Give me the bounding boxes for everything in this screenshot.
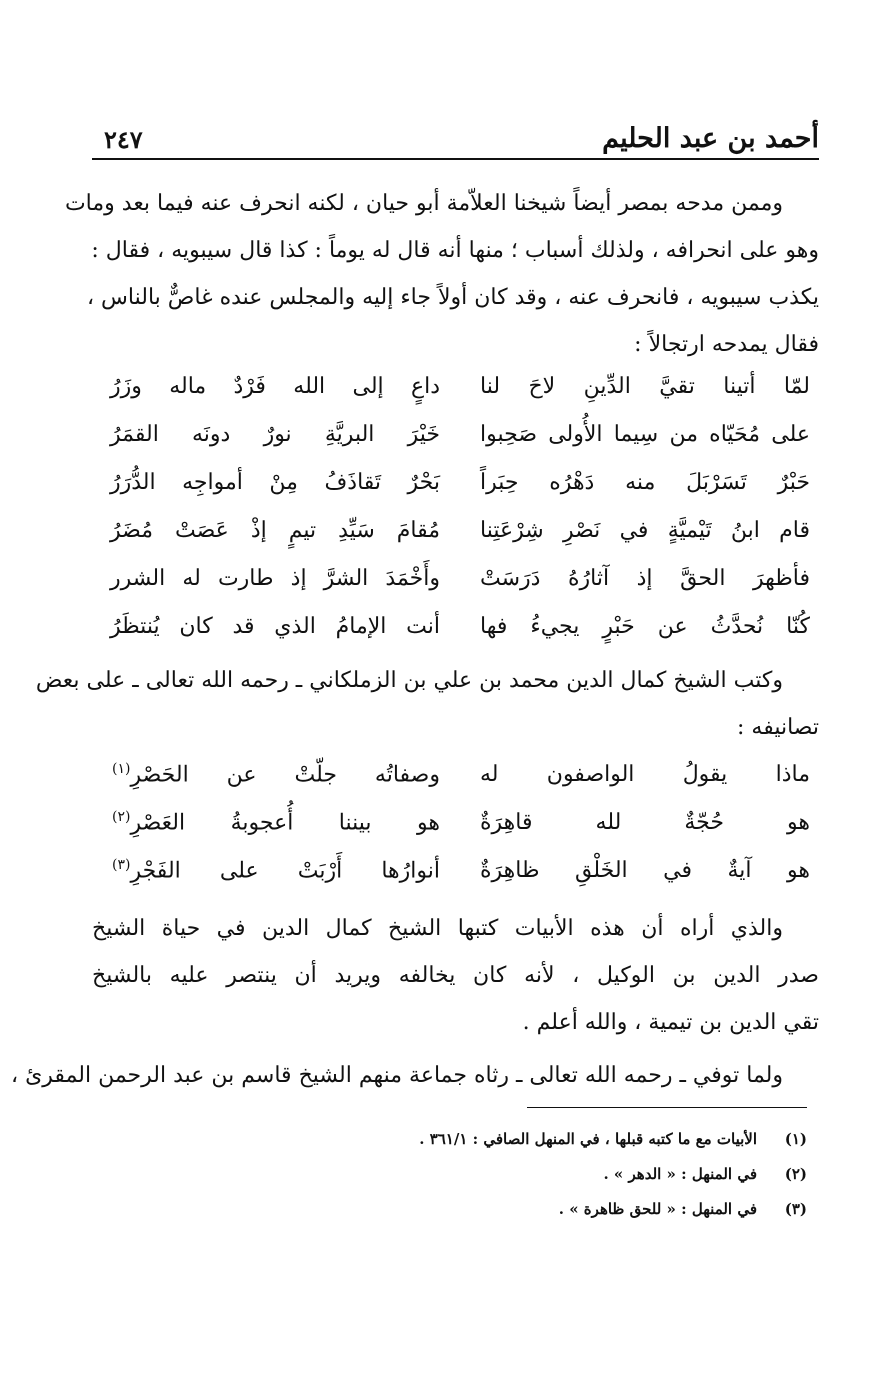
footnote-number: (١)	[784, 1130, 807, 1148]
verse-first-hemistich: فأظهرَ الحقَّ إذ آثارُهُ دَرَسَتْ	[480, 565, 810, 591]
verse-second-hemistich: خَيْرَ البريَّةِ نورٌ دونَه القمَرُ	[110, 421, 440, 447]
verse	[110, 458, 810, 506]
footnote-text: في المنهل : « للحق ظاهرة » .	[558, 1200, 757, 1218]
text-line: ولما توفي ـ رحمه الله تعالى ـ رثاه جماعة منهم الشيخ قاسم بن عبد الرحمن المقرئ ،	[10, 1063, 783, 1088]
verse-second-hemistich	[110, 761, 440, 787]
verse-second-text: أنوارُها أَرْبَتْ على الفَجْرِ	[130, 858, 440, 884]
verse-first-hemistich: هو حُجّةٌ لله قاهِرَةٌ	[480, 809, 810, 835]
verse	[110, 798, 810, 846]
text-line: وكتب الشيخ كمال الدين محمد بن علي بن الزملكاني ـ رحمه الله تعالى ـ على بعض	[35, 668, 783, 693]
verse	[110, 602, 810, 650]
running-header	[92, 118, 819, 160]
footnote-separator	[527, 1107, 807, 1108]
footnote-marker: (١)	[112, 760, 131, 777]
footnotes	[377, 1122, 807, 1227]
footnote-text: الأبيات مع ما كتبه قبلها ، في المنهل الصافي : ٣٦١/١ .	[419, 1130, 757, 1148]
verse-second-hemistich: بَحْرٌ تَقاذَفُ مِنْ أمواجِه الدُّرَرُ	[110, 469, 440, 495]
poem-zamlakani	[110, 750, 810, 894]
verse	[110, 410, 810, 458]
text-line: يكذب سيبويه ، فانحرف عنه ، وقد كان أولاً جاء إليه والمجلس عنده غاصٌّ بالناس ،	[86, 285, 819, 310]
footnote-number: (٢)	[784, 1165, 807, 1183]
verse-second-hemistich	[110, 809, 440, 835]
paragraph-elegy	[10, 1052, 819, 1099]
verse	[110, 554, 810, 602]
text-line: تصانيفه :	[737, 715, 819, 740]
text-line: تقي الدين بن تيمية ، والله أعلم .	[522, 1010, 819, 1035]
verse-first-hemistich: لمّا أتينا تقيَّ الدِّينِ لاحَ لنا	[480, 373, 810, 399]
footnote-marker: (٣)	[112, 856, 131, 873]
paragraph-abu-hayyan	[64, 180, 819, 368]
footnote-marker: (٢)	[112, 808, 131, 825]
text-line: وهو على انحرافه ، ولذلك أسباب ؛ منها أنه قال له يوماً : كذا قال سيبويه ، فقال :	[91, 238, 819, 263]
paragraph-commentary	[92, 905, 819, 1046]
footnote	[377, 1122, 807, 1157]
verse-second-hemistich: داعٍ إلى الله فَرْدٌ ماله وزَرُ	[110, 373, 440, 399]
verse-second-text: وصفاتُه جلّتْ عن الحَصْرِ	[130, 762, 440, 788]
verse-first-hemistich: ماذا يقولُ الواصفون له	[480, 761, 810, 787]
paragraph-zamlakani	[35, 657, 819, 751]
footnote-text: في المنهل : « الدهر » .	[603, 1165, 757, 1183]
verse-first-hemistich: كُنّا نُحدَّثُ عن حَبْرٍ يجيءُ فها	[480, 613, 810, 639]
verse-first-hemistich: حَبْرٌ تَسَرْبَلَ منه دَهْرُه حِبَراً	[480, 469, 810, 495]
footnote	[377, 1192, 807, 1227]
verse	[110, 506, 810, 554]
text-line: فقال يمدحه ارتجالاً :	[634, 332, 819, 357]
verse-second-hemistich: وأَخْمَدَ الشرَّ إذ طارت له الشرر	[110, 565, 440, 591]
page-number: ٢٤٧	[104, 125, 143, 154]
verse-second-hemistich: مُقامَ سَيِّدِ تيمٍ إذْ عَصَتْ مُضَرُ	[110, 517, 440, 543]
footnote-number: (٣)	[784, 1200, 807, 1218]
verse-second-hemistich: أنت الإمامُ الذي قد كان يُنتظَرُ	[110, 613, 440, 639]
verse-second-text: هو بيننا أُعجوبةُ العَصْرِ	[130, 810, 440, 836]
verse-first-hemistich: على مُحَيّاه من سِيما الأُولى صَحِبوا	[480, 421, 810, 447]
text-line: وممن مدحه بمصر أيضاً شيخنا العلاّمة أبو حيان ، لكنه انحرف عنه فيما بعد ومات	[64, 191, 783, 216]
verse-second-hemistich	[110, 857, 440, 883]
verse-first-hemistich: هو آيةٌ في الخَلْقِ ظاهِرَةٌ	[480, 857, 810, 883]
footnote	[377, 1157, 807, 1192]
poem-abu-hayyan	[110, 362, 810, 650]
text-line: صدر الدين بن الوكيل ، لأنه كان يخالفه ويريد أن ينتصر عليه بالشيخ	[92, 963, 819, 988]
text-line: والذي أراه أن هذه الأبيات كتبها الشيخ كمال الدين في حياة الشيخ	[92, 916, 783, 941]
verse	[110, 362, 810, 410]
verse	[110, 750, 810, 798]
verse-first-hemistich: قام ابنُ تَيْميَّةٍ في نَصْرِ شِرْعَتِنا	[480, 517, 810, 543]
header-title: أحمد بن عبد الحليم	[602, 123, 819, 154]
verse	[110, 846, 810, 894]
